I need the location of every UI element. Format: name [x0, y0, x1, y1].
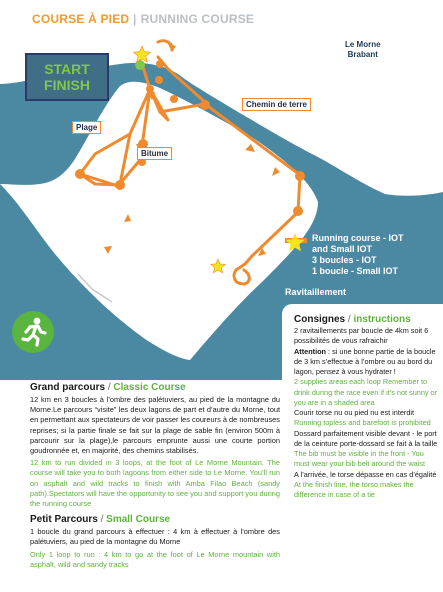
finish-label: FINISH: [44, 77, 90, 93]
small-course-title-en: Small Course: [106, 514, 171, 526]
start-point: [135, 60, 145, 70]
classic-course-text-fr: 12 km en 3 boucles à l’ombre des palétuviers, au pied de la montagne du Morne.Le parcours “visite” les deux lagons de part et d’autre du Morne, tout en permettant aux spectateurs de voir passer les coureurs à de nombreuses reprises; si la partie finale se fait sur la plage de sable fin (environ 500m à parcourir sur la plage),le parcours emprunte aussi une courte portion goudronnée et, en majorité, des chemins stabilisés.: [30, 395, 280, 456]
header-separator: |: [133, 12, 137, 26]
map-legend: [285, 233, 404, 298]
legend-ravitaillement: Ravitaillement: [285, 287, 347, 297]
instruction-line: A l’arrivée, le torse dépasse en cas d’égalité: [294, 469, 437, 479]
start-finish-box: [25, 53, 109, 101]
instructions-panel: [282, 304, 443, 592]
small-course-text-en: Only 1 loop to run : 4 km to go at the foot of Le Morne mountain with asphalt, wild and sandy tracks: [30, 549, 280, 569]
header-title-fr: COURSE À PIED: [32, 12, 130, 26]
label-chemin-de-terre: Chemin de terre: [242, 98, 311, 111]
instruction-line: 2 ravitaillements par boucle de 4km soit 6 possibilités de vous rafraichir: [294, 326, 429, 346]
instructions-title-fr: Consignes: [294, 314, 346, 325]
place-name-line1: Le Morne: [345, 40, 381, 49]
runner-icon: [12, 311, 54, 353]
instruction-attention-rest: : si une bonne partie de la boucle de 3 km s’effectue à l’ombre ou au bord du lagon, pensez à vous hydrater !: [294, 346, 436, 376]
instructions-title-en: instructions: [353, 314, 411, 325]
instruction-line: Dossard parfaitement visible devant - le port de la ceinture porte-dossard se fait à la taille: [294, 428, 438, 448]
legend-line2: and Small IOT: [312, 244, 373, 254]
small-course-text-fr: 1 boucle du grand parcours à effectuer : 4 km à effectuer à l’ombre des palétuviers, au pied de la montagne du Morne: [30, 527, 280, 547]
instruction-line: 2 supplies areas each loop Remember to drink during the race even if it’s not sunny or you are in a shaded area: [294, 377, 438, 407]
legend-supply-row: [285, 287, 404, 298]
instruction-line: At the finish line, the torso makes the difference in case of a tie: [294, 479, 414, 499]
course-descriptions: [30, 382, 280, 570]
small-course-title: [30, 514, 280, 525]
place-name-line2: Brabant: [347, 50, 378, 59]
small-course-title-fr: Petit Parcours: [30, 514, 98, 526]
instruction-line: The bib must be visible in the front - You must wear your bib belt around the waist: [294, 449, 426, 469]
start-label: START: [44, 61, 90, 77]
small-course-title-sep: /: [100, 514, 104, 526]
instructions-body: [294, 326, 438, 500]
instructions-title: [294, 314, 411, 325]
legend-line1: Running course - IOT: [312, 233, 404, 243]
label-plage: Plage: [72, 121, 101, 134]
classic-course-title-fr: Grand parcours: [30, 382, 106, 393]
label-bitume: Bitume: [137, 147, 172, 160]
place-name: [345, 40, 381, 60]
classic-course-text-en: 12 km to run divided in 3 loops, at the foot of Le Morne Mountain. The course will take you to both lagoons from either side to Le Morne. You’ll run on asphalt and wild tracks to finish with Amba Filao Beach (sandy path).Spectators will have the opportunity to see you and support you during the running course: [30, 458, 280, 509]
runner-badge: [12, 311, 54, 353]
instruction-line: Running topless and barefoot is prohibited: [294, 418, 431, 428]
star-icon: [285, 233, 305, 252]
legend-line3: 3 boucles - IOT: [312, 255, 377, 265]
instructions-title-sep: /: [347, 314, 351, 325]
classic-course-title-en: Classic Course: [113, 382, 186, 393]
legend-line4: 1 boucle - Small IOT: [312, 266, 399, 276]
header-title-en: RUNNING COURSE: [140, 12, 255, 26]
instruction-line: Attention : si une bonne partie de la boucle de 3 km s’effectue à l’ombre ou au bord du lagon, pensez à vous hydrater !: [294, 346, 436, 376]
instruction-line: Courir torse nu ou pied nu est interdit: [294, 408, 415, 417]
page-header: [32, 12, 254, 26]
classic-course-title: [30, 382, 280, 393]
classic-course-title-sep: /: [107, 382, 111, 393]
